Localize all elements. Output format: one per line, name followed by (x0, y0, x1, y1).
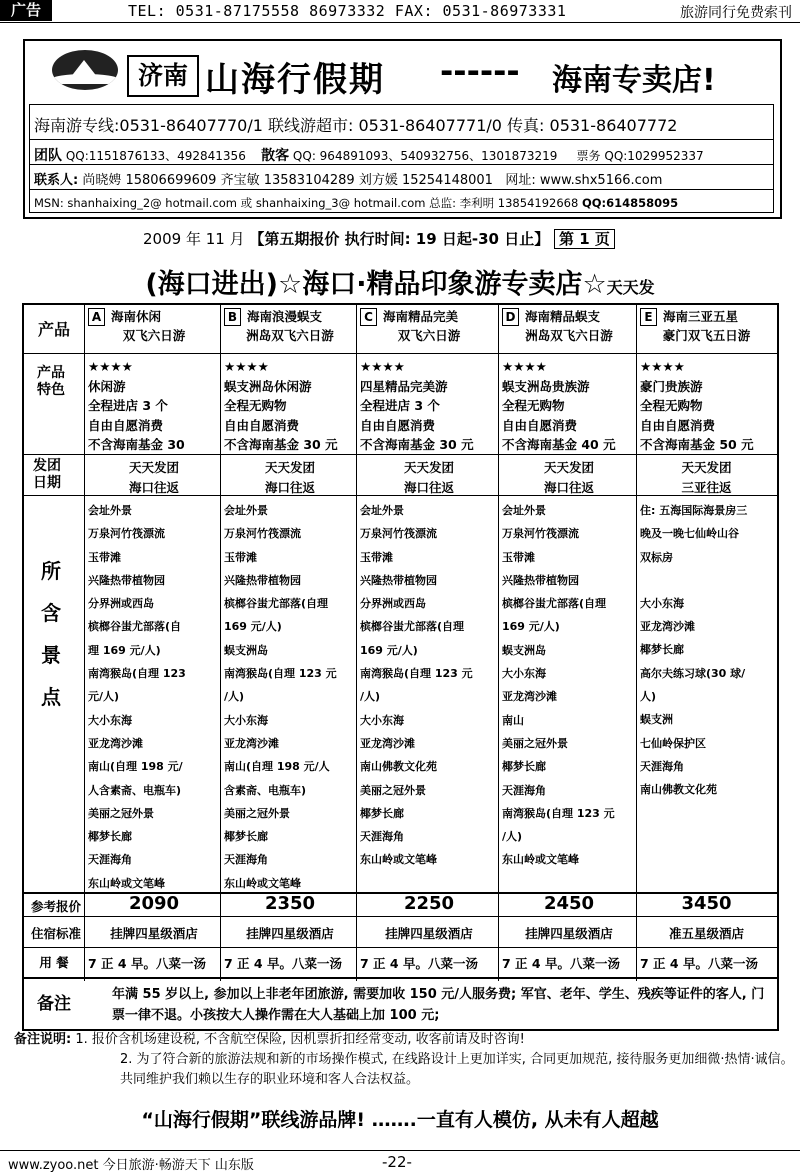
feature-line: 自由自愿消费 (502, 417, 578, 433)
product-price: 2250 (403, 893, 455, 914)
footer-site: www.zyoo.net 今日旅游·畅游天下 山东版 (8, 1158, 254, 1173)
feature-line: 全程进店 3 个 (88, 398, 168, 413)
ticket-label: 票务 (576, 149, 601, 163)
spot-item: 人) (640, 690, 657, 704)
ticket-qq: QQ:1029952337 (604, 149, 704, 163)
product-price: 2090 (128, 893, 180, 914)
row-label-price: 参考报价 (30, 899, 81, 914)
feature-line: 不含海南基金 30 元 (360, 437, 474, 452)
product-spots (502, 499, 636, 872)
product-features (360, 357, 498, 455)
spot-item: 万泉河竹筏漂流 (224, 527, 301, 541)
spot-item: 天涯海角 (360, 830, 404, 844)
spot-item: 万泉河竹筏漂流 (502, 527, 579, 541)
product-departure (224, 458, 356, 497)
feature-line: 不含海南基金 30 元 (224, 437, 338, 452)
product-departure (640, 458, 773, 497)
spot-item: 槟榔谷蚩尤部落(自理 (502, 597, 607, 611)
spot-item: 兴隆热带植物园 (360, 573, 437, 587)
qq-line (34, 145, 704, 165)
spot-item: 东山岭或文笔峰 (88, 876, 165, 890)
product-letter: E (640, 308, 657, 326)
feature-line: ★★★★ (224, 359, 269, 374)
product-price: 2450 (543, 893, 595, 914)
row-label-features: 产品特色 (37, 365, 65, 398)
spot-item: 169 元/人) (224, 620, 282, 634)
spot-item: 槟榔谷蚩尤部落(自 (88, 620, 182, 634)
product-departure (502, 458, 636, 497)
spot-item: 会址外景 (224, 504, 268, 517)
notes-label: 备注说明: (14, 1032, 72, 1047)
city-label: 济南 (127, 55, 199, 97)
spot-item: /人) (502, 830, 523, 844)
spot-item: 七仙岭保护区 (640, 736, 706, 750)
feature-line: 蜈支洲岛休闲游 (224, 378, 312, 394)
spot-item: 大小东海 (224, 713, 268, 727)
team-label: 团队 (34, 148, 62, 164)
row-label-remark: 备注 (37, 994, 71, 1014)
spot-item: 蜈支洲岛 (224, 643, 268, 657)
website: www.shx5166.com (539, 173, 663, 188)
product-hotel: 挂牌四星级酒店 (110, 926, 198, 941)
feature-line: 自由自愿消费 (224, 417, 300, 433)
main-title (0, 262, 800, 301)
spot-item: /人) (360, 690, 381, 704)
main-title-suffix: 天天发 (606, 278, 655, 297)
spot-item: 椰梦长廊 (88, 830, 132, 844)
spot-item: 含素斋、电瓶车) (224, 783, 307, 797)
spot-item: 南山(自理 198 元/人 (224, 760, 330, 774)
row-label-meals: 用 餐 (39, 955, 69, 970)
spot-item: 玉带滩 (502, 550, 535, 564)
product-departure (88, 458, 220, 497)
individual-qq: QQ: 964891093、540932756、1301873219 (292, 149, 558, 163)
departure-line: 海口往返 (128, 479, 179, 495)
product-name-line1: 海南浪漫蜈支 (247, 309, 323, 324)
spot-item (640, 569, 773, 592)
main-title-text: (海口进出)☆海口·精品印象游专卖店☆ (145, 269, 607, 300)
feature-line: 不含海南基金 40 元 (502, 437, 616, 452)
spot-item: 兴隆热带植物园 (88, 573, 165, 587)
row-label-departure: 发团日期 (33, 458, 61, 491)
spot-item: 东山岭或文笔峰 (224, 876, 301, 890)
spot-item: 大小东海 (640, 596, 684, 610)
spot-item: 大小东海 (502, 667, 546, 681)
contacts-names: 尚晓娉 15806699609 齐宝敏 13583104289 刘方媛 15254148001 (82, 173, 493, 188)
spot-item: 南湾猴岛(自理 123 元 (502, 806, 615, 820)
product-name-line2: 洲岛双飞六日游 (246, 328, 334, 343)
product-name-line1: 海南精品完美 (383, 309, 459, 324)
product-hotel: 准五星级酒店 (668, 926, 744, 941)
spot-item: 美丽之冠外景 (360, 783, 426, 797)
spot-item: 万泉河竹筏漂流 (88, 527, 165, 541)
spot-item: 分界洲或西岛 (88, 597, 154, 611)
team-qq: QQ:1151876133、492841356 (65, 149, 246, 163)
spot-item: 椰梦长廊 (502, 760, 546, 774)
spot-item: 椰梦长廊 (640, 643, 684, 657)
departure-line: 天天发团 (403, 460, 454, 475)
spot-item: 槟榔谷蚩尤部落(自理 (360, 620, 465, 634)
spot-item: 天涯海角 (88, 853, 132, 867)
spot-item: 蜈支洲 (640, 713, 673, 727)
product-name-line2: 双飞六日游 (122, 328, 186, 343)
row-label-product: 产品 (37, 320, 70, 339)
spot-item: 亚龙湾沙滩 (224, 736, 279, 750)
spot-item: 美丽之冠外景 (88, 806, 154, 820)
spot-item: 会址外景 (88, 504, 132, 517)
title-dashes: ------ (440, 52, 520, 90)
remark-text: 年满 55 岁以上, 参加以上非老年团旅游, 需要加收 150 元/人服务费; 军官、老年、学生、残疾等证件的客人, 门票一律不退。小孩按大人操作需在大人基础上加 100 元; (112, 987, 765, 1023)
note-2: 2. 为了符合新的旅游法规和新的市场操作模式, 在线路设计上更加详实, 合同更加规范, 接待服务更加细微·热情·诚信。共同维护我们赖以生存的职业环境和客人合法权益。 (120, 1052, 794, 1087)
product-meals: 7 正 4 早。八菜一汤 (360, 956, 478, 971)
msn: MSN: shanhaixing_2@ hotmail.com 或 shanhaixing_3@ hotmail.com 总监: 李利明 13854192668 (34, 196, 579, 210)
product-letter: A (88, 308, 105, 326)
spot-item: 天涯海角 (224, 853, 268, 867)
product-spots (224, 499, 356, 895)
spot-item: /人) (224, 690, 245, 704)
spot-item: 东山岭或文笔峰 (360, 853, 437, 867)
feature-line: 全程无购物 (640, 398, 703, 413)
departure-line: 天天发团 (264, 460, 315, 475)
period-date: 2009 年 11 月 (143, 230, 245, 248)
feature-line: 全程无购物 (502, 398, 565, 413)
spot-item: 椰梦长廊 (224, 830, 268, 844)
product-meals: 7 正 4 早。八菜一汤 (502, 956, 620, 971)
feature-line: 自由自愿消费 (88, 417, 164, 433)
spot-item: 南湾猴岛(自理 123 元 (360, 667, 473, 681)
departure-line: 海口往返 (403, 479, 454, 495)
product-header (88, 307, 220, 345)
product-spots (360, 499, 498, 872)
spot-item: 兴隆热带植物园 (224, 573, 301, 587)
spot-item: 会址外景 (502, 504, 546, 517)
spot-item: 169 元/人) (502, 620, 560, 634)
spot-item: 槟榔谷蚩尤部落(自理 (224, 597, 329, 611)
product-letter: B (224, 308, 241, 326)
spot-item: 理 169 元/人) (88, 643, 161, 657)
product-spots (640, 499, 773, 802)
spot-item: 169 元/人) (360, 643, 418, 657)
product-header (640, 307, 773, 345)
msn-line (34, 195, 678, 211)
feature-line: 四星精品完美游 (360, 378, 448, 394)
feature-line: 蜈支洲岛贵族游 (502, 378, 590, 394)
feature-line: 豪门贵族游 (640, 378, 703, 394)
notes (14, 1030, 794, 1090)
product-meals: 7 正 4 早。八菜一汤 (640, 956, 758, 971)
spot-item: 天涯海角 (640, 759, 684, 773)
page-number-box: 第 1 页 (554, 229, 615, 249)
product-hotel: 挂牌四星级酒店 (525, 926, 613, 941)
spot-item: 住: 五海国际海景房三 (640, 504, 748, 517)
spot-item: 南山佛教文化苑 (360, 760, 437, 774)
product-price: 3450 (681, 893, 732, 914)
footer-page-number: -22- (382, 1153, 412, 1171)
spot-item: 亚龙湾沙滩 (502, 690, 557, 704)
period-issue: 【第五期报价 执行时间: 19 日起-30 日止】 (249, 230, 550, 248)
product-departure (360, 458, 498, 497)
feature-line: 休闲游 (88, 378, 126, 394)
departure-line: 天天发团 (543, 460, 594, 475)
feature-line: 全程无购物 (224, 398, 287, 413)
feature-line: 不含海南基金 30 (88, 437, 185, 452)
product-letter: C (360, 308, 377, 326)
feature-line: ★★★★ (360, 359, 405, 374)
feature-line: ★★★★ (640, 359, 685, 374)
product-header (502, 307, 636, 345)
spot-item: 亚龙湾沙滩 (88, 736, 143, 750)
product-hotel: 挂牌四星级酒店 (246, 926, 334, 941)
slogan: “山海行假期”联线游品牌! …….一直有人模仿, 从未有人超越 (141, 1109, 659, 1131)
spot-item: 南山佛教文化苑 (640, 783, 717, 797)
period-line (143, 228, 615, 249)
top-right-text: 旅游同行免费索刊 (680, 5, 792, 21)
contacts-label: 联系人: (34, 173, 79, 188)
departure-line: 海口往返 (264, 479, 315, 495)
feature-line: ★★★★ (502, 359, 547, 374)
spot-item: 南湾猴岛(自理 123 (88, 667, 186, 681)
departure-line: 三亚往返 (681, 479, 732, 495)
website-label: 网址: (505, 173, 536, 188)
ad-tag: 广告 (0, 0, 52, 21)
individual-label: 散客 (261, 148, 290, 164)
spot-item: 南湾猴岛(自理 123 元 (224, 667, 337, 681)
spot-item: 玉带滩 (224, 550, 257, 564)
feature-line: 全程进店 3 个 (360, 398, 440, 413)
feature-line: 不含海南基金 50 元 (640, 437, 754, 452)
product-meals: 7 正 4 早。八菜一汤 (224, 956, 342, 971)
brand-title: 山海行假期 (205, 60, 385, 100)
product-meals: 7 正 4 早。八菜一汤 (88, 956, 206, 971)
product-name-line1: 海南休闲 (111, 309, 162, 324)
spot-item: 大小东海 (88, 713, 132, 727)
product-header (224, 307, 356, 345)
row-label-spots: 所含景点 (41, 559, 61, 709)
spot-item: 亚龙湾沙滩 (640, 620, 695, 634)
logo-icon (52, 50, 118, 90)
contacts-line (34, 169, 662, 188)
row-label-hotel: 住宿标准 (30, 926, 81, 941)
product-name-line2: 豪门双飞五日游 (662, 328, 751, 343)
spot-item: 玉带滩 (88, 550, 121, 564)
departure-line: 天天发团 (681, 460, 732, 475)
product-price: 2350 (264, 893, 316, 914)
top-contact: TEL: 0531-87175558 86973332 FAX: 0531-86973331 (128, 2, 567, 20)
product-spots (88, 499, 220, 895)
spot-item: 蜈支洲岛 (502, 643, 546, 657)
spot-item: 会址外景 (360, 504, 404, 517)
product-letter: D (502, 308, 519, 326)
spot-item: 东山岭或文笔峰 (502, 853, 579, 867)
departure-line: 天天发团 (128, 460, 179, 475)
spot-item: 玉带滩 (360, 550, 393, 564)
spot-item: 天涯海角 (502, 783, 546, 797)
spot-item: 万泉河竹筏漂流 (360, 527, 437, 541)
spot-item: 椰梦长廊 (360, 806, 404, 820)
spot-item: 元/人) (88, 690, 120, 704)
spot-item: 南山(自理 198 元/ (88, 760, 183, 774)
spot-item: 亚龙湾沙滩 (360, 736, 415, 750)
product-features (88, 357, 220, 455)
spot-item: 人含素斋、电瓶车) (88, 783, 182, 797)
spot-item: 大小东海 (360, 713, 404, 727)
feature-line: ★★★★ (88, 359, 133, 374)
msn-qq: QQ:614858095 (581, 196, 679, 210)
spot-item: 高尔夫练习球(30 球/ (640, 666, 746, 680)
spot-item: 南山 (502, 713, 524, 727)
product-name-line1: 海南三亚五星 (663, 309, 739, 324)
feature-line: 自由自愿消费 (360, 417, 436, 433)
note-1: 1. 报价含机场建设税, 不含航空保险, 因机票折扣经常变动, 收客前请及时咨询! (75, 1032, 525, 1047)
product-name-line1: 海南精品蜈支 (525, 309, 601, 324)
shop-title: 海南专卖店! (552, 63, 716, 98)
product-header (360, 307, 498, 345)
spot-item: 晚及一晚七仙岭山谷 (640, 527, 739, 541)
product-features (502, 357, 636, 455)
spot-item: 兴隆热带植物园 (502, 573, 579, 587)
product-hotel: 挂牌四星级酒店 (385, 926, 473, 941)
price-table (22, 303, 779, 1031)
spot-item: 美丽之冠外景 (224, 806, 290, 820)
departure-line: 海口往返 (543, 479, 594, 495)
spot-item: 美丽之冠外景 (502, 736, 568, 750)
spot-item: 分界洲或西岛 (360, 597, 426, 611)
product-name-line2: 双飞六日游 (397, 328, 461, 343)
hotline: 海南游专线:0531-86407770/1 联线游超市: 0531-86407771/0 传真: 0531-86407772 (34, 116, 678, 135)
spot-item: 双标房 (640, 550, 673, 564)
product-name-line2: 洲岛双飞六日游 (525, 328, 613, 343)
product-features (224, 357, 356, 455)
product-features (640, 357, 773, 455)
feature-line: 自由自愿消费 (640, 417, 716, 433)
